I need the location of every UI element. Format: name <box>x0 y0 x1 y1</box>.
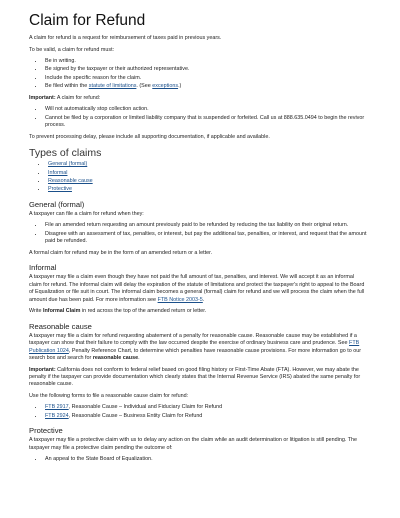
text: A claim for refund: <box>55 94 101 101</box>
important-claim-note <box>29 95 368 102</box>
list-item <box>44 404 368 411</box>
ftb-notice-link[interactable]: FTB Notice 2003-5 <box>157 296 203 303</box>
type-link-reasonable-cause[interactable]: Reasonable cause <box>48 178 93 184</box>
text: .) <box>178 83 182 90</box>
general-heading: General (formal) <box>29 199 85 209</box>
forms-lead: Use the following forms to file a reasonable cause claim for refund: <box>29 392 189 399</box>
list-item: • Include the specific reason for the claim. <box>44 75 368 82</box>
text: , Penalty Reference Chart, to determine which penalties have reasonable cause provisions. For more information go to our search box and search for <box>29 347 362 362</box>
informal-claim-bold: Informal Claim <box>42 308 81 315</box>
text: . (See <box>136 83 153 90</box>
list-item: • An appeal to the State Board of Equalization. <box>44 456 368 463</box>
list-item <box>47 161 368 168</box>
list-item: • Cannot be filed by a corporation or limited liability company that is suspended or forfeited. Call us at 888.635.0494 to begin the revivor process. <box>44 115 368 130</box>
text: California does not conform to federal relief based on good filing history or First-Time Abate (FTA). However, we may abate the penalty if the taxpayer can provide documentation which clearly states that the Internal Revenue Service (IRS) abated the same penalty for reasonable cause. <box>29 366 361 388</box>
informal-write-note <box>29 308 368 315</box>
informal-heading: Informal <box>29 263 57 273</box>
types-heading: Types of claims <box>29 147 102 160</box>
protective-paragraph: A taxpayer may file a protective claim with us to delay any action on the claim while an audit determination or litigation is still pending. The taxpayer may file a protective claim pending the outcome of: <box>29 437 358 451</box>
important-list <box>29 106 368 129</box>
text: , Reasonable Cause – Business Entity Claim for Refund <box>68 412 203 419</box>
important-label: Important: <box>29 94 56 101</box>
reasonable-cause-bold: reasonable cause <box>92 355 139 362</box>
exceptions-link[interactable]: exceptions <box>152 83 179 90</box>
list-item <box>47 186 368 193</box>
list-item <box>47 170 368 177</box>
list-item <box>47 178 368 185</box>
list-item: • Be signed by the taxpayer or their authorized representative. <box>44 66 368 73</box>
protective-list <box>29 456 368 463</box>
informal-paragraph <box>29 274 368 304</box>
text: , Reasonable Cause – Individual and Fiduciary Claim for Refund <box>68 404 223 411</box>
important-label: Important: <box>29 366 56 373</box>
text: . <box>138 355 140 362</box>
list-item <box>44 83 368 90</box>
text: A taxpayer may file a claim for refund requesting abatement of a penalty for reasonable cause. Reasonable cause may be established if a taxpayer can show that their failure to comply with the law occurred despite the exercise of ordinary business care and prudence. See <box>29 332 357 347</box>
list-item: • Be in writing. <box>44 58 368 65</box>
list-item: • Disagree with an assessment of tax, penalties, or interest, but pay the additional tax, penalties, or interest, and request that the amount paid be refunded. <box>44 231 368 246</box>
ftb-publication-link[interactable]: FTB Publication 1024 <box>29 340 360 354</box>
list-item: • Will not automatically stop collection action. <box>44 106 368 113</box>
general-lead: A taxpayer can file a claim for refund when they: <box>29 211 144 218</box>
reasonable-cause-paragraph <box>29 333 368 363</box>
text: Be filed within the <box>45 83 89 90</box>
statute-of-limitations-link[interactable]: statute of limitations <box>88 83 137 90</box>
ftb-2924-link[interactable]: FTB 2924 <box>45 412 69 419</box>
type-link-protective[interactable]: Protective <box>48 186 72 193</box>
forms-list <box>29 404 368 420</box>
type-link-informal[interactable]: Informal <box>48 169 68 176</box>
valid-requirements-list <box>29 58 368 91</box>
types-list <box>29 161 368 194</box>
reasonable-cause-important <box>29 367 368 389</box>
list-item: • File an amended return requesting an amount previously paid to be refunded by reducing the tax liability on their original return. <box>44 222 368 229</box>
type-link-general[interactable]: General (formal) <box>48 161 88 168</box>
text: . <box>202 296 205 303</box>
protective-heading: Protective <box>29 426 63 436</box>
text: Write <box>29 308 43 315</box>
general-footer: A formal claim for refund may be in the form of an amended return or a letter. <box>29 249 213 256</box>
reasonable-cause-heading: Reasonable cause <box>29 321 92 331</box>
intro-paragraph: A claim for refund is a request for reimbursement of taxes paid in previous years. <box>29 35 222 42</box>
text: in red across the top of the amended return or letter. <box>80 308 207 315</box>
valid-lead: To be valid, a claim for refund must: <box>29 46 115 53</box>
page-title: Claim for Refund <box>29 12 146 29</box>
prevent-delay-paragraph: To prevent processing delay, please include all supporting documentation, if applicable and available. <box>29 133 270 140</box>
general-list <box>29 222 368 245</box>
text: A taxpayer may file a claim even though they have not paid the full amount of tax, penalties, and interest. We will accept it as an informal claim for refund. The informal claim will delay the expiration of the statute of limitations and protect the taxpayer's right to appeal to the Board of Equalization or file suit in court. The informal claim becomes a general (formal) claim for refund and we will process the claim when the full amount due has been paid. For more information see <box>29 274 365 303</box>
ftb-2917-link[interactable]: FTB 2917 <box>45 404 69 411</box>
list-item <box>44 413 368 420</box>
